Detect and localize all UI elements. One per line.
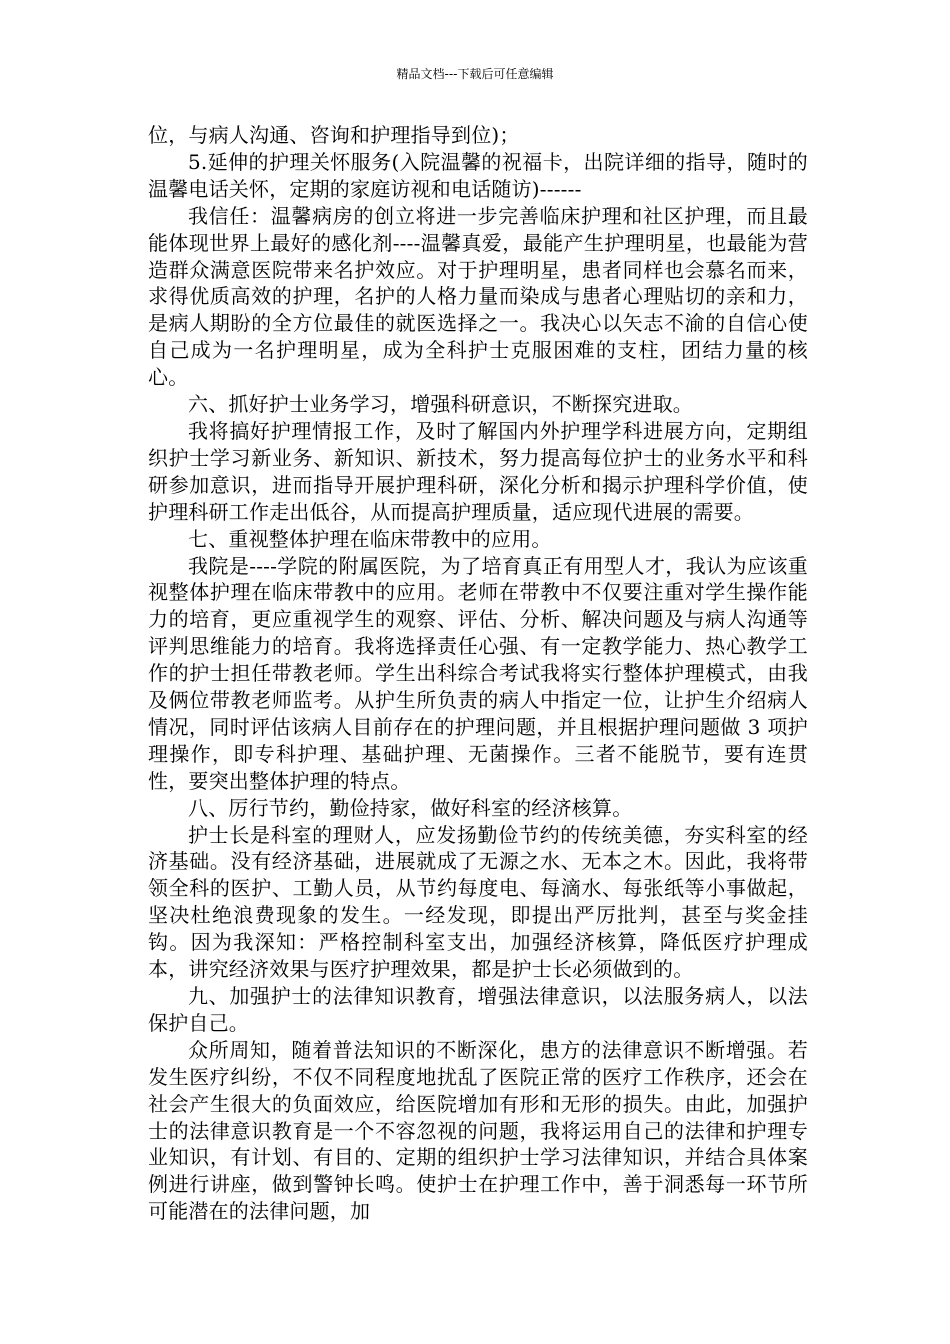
section-heading-8: 八、厉行节约，勤俭持家，做好科室的经济核算。 [188,795,633,820]
paragraph-7: 我院是----学院的附属医院，为了培育真正有用型人才，我认为应该重视整体护理在临床带教中的应用。老师在带教中不仅要注重对学生操作能力的培育，更应重视学生的观察、评估、分析、解决问题及与病人沟通等评判思维能力的培育。我将选择责任心强、有一定教学能力、热心教学工作的护士担任带教老师。学生出科综合考试我将实行整体护理模式，由我及俩位带教老师监考。从护生所负责的病人中指定一位，让护生介绍病人情况，同时评估该病人目前存在的护理问题，并且根据护理问题做 3 项护理操作，即专科护理、基础护理、无菌操作。三者不能脱节，要有连贯性，要突出整体护理的特点。 [148,553,808,793]
document-body [148,122,808,1225]
page-header: 精品文档---下载后可任意编辑 [396,67,554,81]
paragraph-11: 众所周知，随着普法知识的不断深化，患方的法律意识不断增强。若发生医疗纠纷，不仅不同程度地扰乱了医院正常的医疗工作秩序，还会在社会产生很大的负面效应，给医院增加有形和无形的损失。由此，加强护士的法律意识教育是一个不容忽视的问题，我将运用自己的法律和护理专业知识，有计划、有目的、定期的组织护士学习法律知识，并结合具体案例进行讲座，做到警钟长鸣。使护士在护理工作中，善于洞悉每一环节所可能潜在的法律问题，加 [148,1037,808,1224]
section-heading-9: 九、加强护士的法律知识教育，增强法律意识，以法服务病人，以法保护自己。 [148,984,808,1035]
paragraph-9: 护士长是科室的理财人，应发扬勤俭节约的传统美德，夯实科室的经济基础。没有经济基础，进展就成了无源之水、无本之木。因此，我将带领全科的医护、工勤人员，从节约每度电、每滴水、每张纸等小事做起，坚决杜绝浪费现象的发生。一经发现，即提出严厉批判，甚至与奖金挂钩。因为我深知：严格控制科室支出，加强经济核算，降低医疗护理成本，讲究经济效果与医疗护理效果，都是护士长必须做到的。 [148,822,808,982]
paragraph-5: 我将搞好护理情报工作，及时了解国内外护理学科进展方向，定期组织护士学习新业务、新知识、新技术，努力提高每位护士的业务水平和科研参加意识，进而指导开展护理科研，深化分析和揭示护理科学价值，使护理科研工作走出低谷，从而提高护理质量，适应现代进展的需要。 [148,418,808,524]
section-heading-6: 六、抓好护士业务学习，增强科研意识，不断探究进取。 [188,392,693,417]
paragraph-3: 我信任：温馨病房的创立将进一步完善临床护理和社区护理，而且最能体现世界上最好的感化剂----温馨真爱，最能产生护理明星，也最能为营造群众满意医院带来名护效应。对于护理明星，患者同样也会慕名而来，求得优质高效的护理，名护的人格力量而染成与患者心理贴切的亲和力，是病人期盼的全方位最佳的就医选择之一。我决心以矢志不渝的自信心使自己成为一名护理明星，成为全科护士克服困难的支柱，团结力量的核心。 [148,203,808,390]
section-heading-7: 七、重视整体护理在临床带教中的应用。 [188,526,552,551]
paragraph-2: 5.延伸的护理关怀服务(入院温馨的祝福卡，出院详细的指导，随时的温馨电话关怀，定期的家庭访视和电话随访)------ [148,149,808,201]
paragraph-1: 位，与病人沟通、咨询和护理指导到位)； [148,123,520,147]
